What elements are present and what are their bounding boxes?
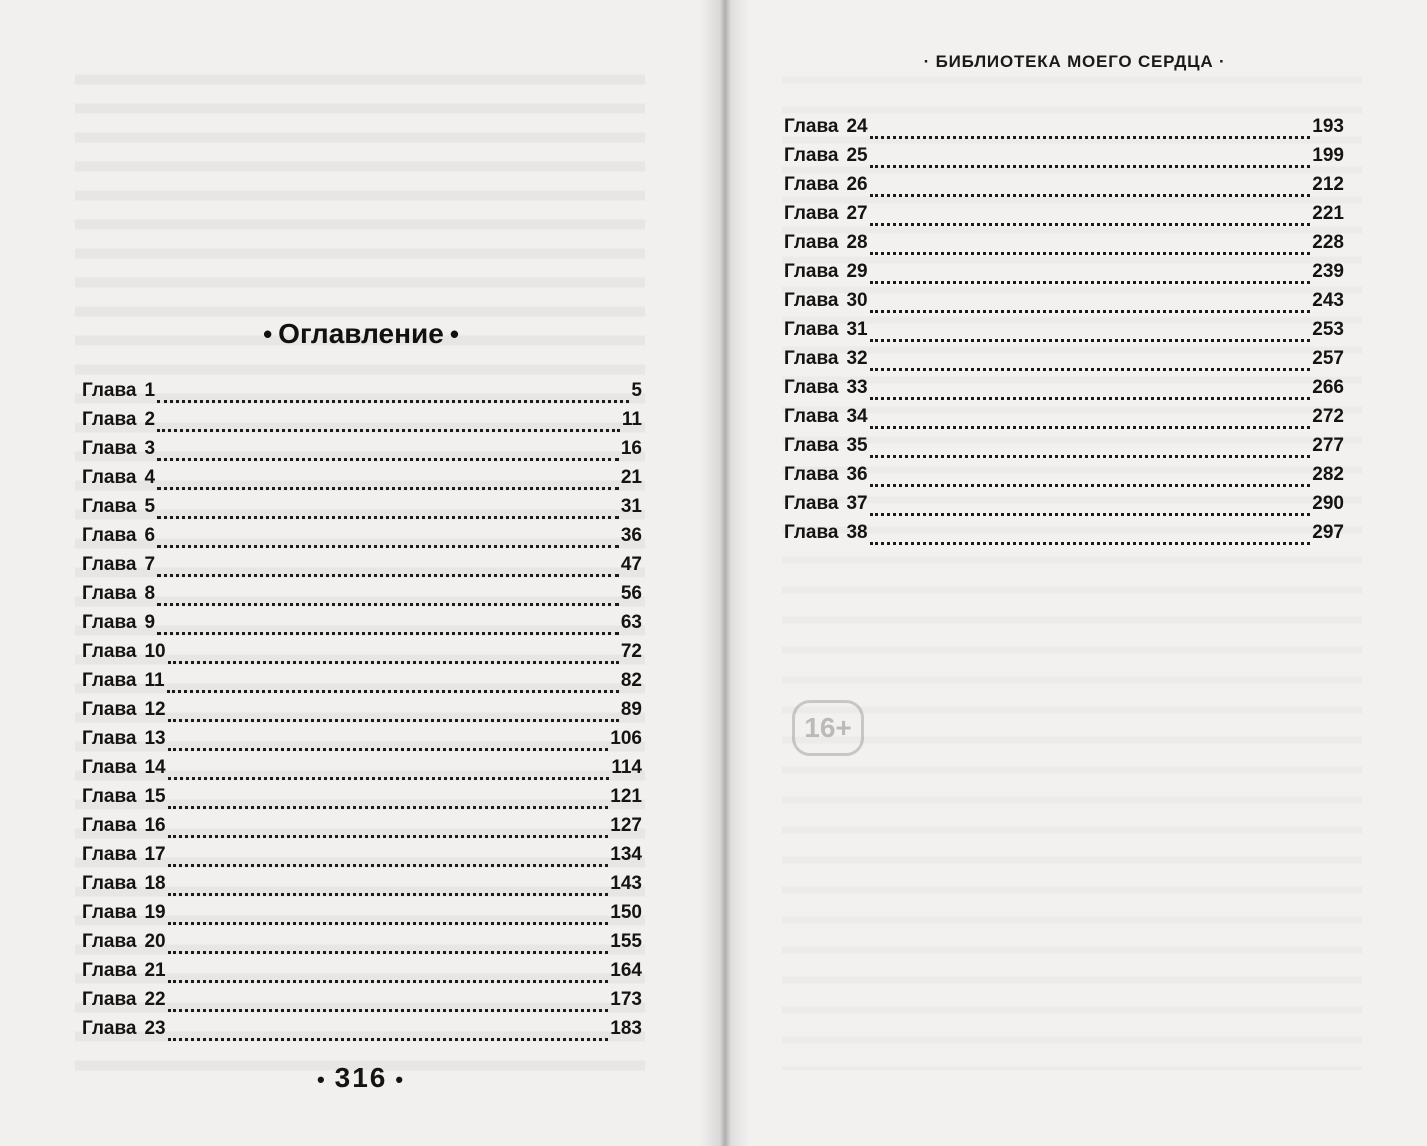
right-page xyxy=(722,0,1427,1146)
toc-dot-leader xyxy=(168,1009,609,1012)
toc-entry-number: 21 xyxy=(144,960,166,981)
toc-entry xyxy=(784,464,1344,493)
toc-entry-label: Глава xyxy=(82,960,137,981)
toc-entry-page: 164 xyxy=(610,960,642,981)
toc-entry-label: Глава xyxy=(82,989,137,1010)
toc-entry-number: 13 xyxy=(144,728,166,749)
toc-entry-page: 11 xyxy=(621,409,642,430)
toc-dot-leader xyxy=(168,835,609,838)
toc-entry-number: 4 xyxy=(144,467,156,488)
toc-dot-leader xyxy=(168,806,609,809)
toc-entry-number: 10 xyxy=(144,641,166,662)
toc-entry xyxy=(82,641,642,670)
toc-dot-leader xyxy=(168,661,619,664)
toc-dot-leader xyxy=(168,748,609,751)
toc-dot-leader xyxy=(167,690,619,693)
toc-entry-label: Глава xyxy=(784,435,839,456)
toc-dot-leader xyxy=(870,426,1311,429)
toc-entry-number: 31 xyxy=(846,319,868,340)
toc-entry-label: Глава xyxy=(784,319,839,340)
toc-entry xyxy=(784,493,1344,522)
toc-dot-leader xyxy=(870,339,1311,342)
toc-entry-number: 22 xyxy=(144,989,166,1010)
toc-entry-label: Глава xyxy=(82,844,137,865)
toc-dot-leader xyxy=(168,777,610,780)
toc-entry-label: Глава xyxy=(82,438,137,459)
toc-entry-number: 19 xyxy=(144,902,166,923)
toc-entry-page: 228 xyxy=(1312,232,1344,253)
toc-entry xyxy=(82,728,642,757)
toc-entry xyxy=(82,989,642,1018)
toc-entry xyxy=(82,380,642,409)
toc-dot-leader xyxy=(870,513,1311,516)
toc-entry-number: 33 xyxy=(846,377,868,398)
toc-entry-label: Глава xyxy=(784,145,839,166)
toc-entry-number: 26 xyxy=(846,174,868,195)
toc-dot-leader xyxy=(168,893,609,896)
toc-dot-leader xyxy=(168,1038,609,1041)
toc-entry xyxy=(82,844,642,873)
toc-dot-leader xyxy=(870,368,1311,371)
toc-entry xyxy=(784,232,1344,261)
toc-entry xyxy=(82,786,642,815)
toc-entry-label: Глава xyxy=(784,261,839,282)
toc-entry-number: 30 xyxy=(846,290,868,311)
toc-entry-number: 36 xyxy=(846,464,868,485)
toc-entry xyxy=(82,815,642,844)
toc-entry xyxy=(82,670,642,699)
toc-entry-label: Глава xyxy=(82,670,137,691)
toc-entry xyxy=(82,1018,642,1047)
toc-entry xyxy=(82,612,642,641)
toc-dot-leader xyxy=(870,455,1311,458)
toc-entry-page: 272 xyxy=(1312,406,1344,427)
toc-dot-leader xyxy=(157,632,619,635)
toc-entry-page: 121 xyxy=(610,786,642,807)
toc-entry-number: 32 xyxy=(846,348,868,369)
toc-entry-number: 29 xyxy=(846,261,868,282)
toc-entry-number: 35 xyxy=(846,435,868,456)
toc-entry-label: Глава xyxy=(82,931,137,952)
toc-entry xyxy=(82,583,642,612)
toc-entry-page: 257 xyxy=(1312,348,1344,369)
toc-entry-page: 193 xyxy=(1312,116,1344,137)
toc-entry-number: 15 xyxy=(144,786,166,807)
bullet-icon: · xyxy=(923,52,931,71)
toc-entry-page: 16 xyxy=(620,438,642,459)
toc-entry-number: 38 xyxy=(846,522,868,543)
toc-entry-number: 12 xyxy=(144,699,166,720)
toc-entry-page: 82 xyxy=(620,670,642,691)
toc-entry-label: Глава xyxy=(82,409,137,430)
toc-entry-label: Глава xyxy=(82,641,137,662)
toc-entry-number: 16 xyxy=(144,815,166,836)
toc-entry-page: 173 xyxy=(610,989,642,1010)
toc-entry-label: Глава xyxy=(784,522,839,543)
toc-dot-leader xyxy=(870,281,1311,284)
toc-entry-page: 21 xyxy=(620,467,642,488)
toc-entry xyxy=(784,174,1344,203)
toc-entry-number: 24 xyxy=(846,116,868,137)
toc-entry-label: Глава xyxy=(82,728,137,749)
toc-entry-number: 1 xyxy=(144,380,156,401)
toc-dot-leader xyxy=(157,458,619,461)
toc-entry-page: 5 xyxy=(631,380,642,401)
toc-entry-label: Глава xyxy=(82,902,137,923)
toc-entry-number: 18 xyxy=(144,873,166,894)
toc-entry-label: Глава xyxy=(82,467,137,488)
running-head-text: БИБЛИОТЕКА МОЕГО СЕРДЦА xyxy=(935,52,1214,71)
toc-entry-page: 221 xyxy=(1312,203,1344,224)
toc-entry-page: 143 xyxy=(610,873,642,894)
toc-entry-number: 2 xyxy=(144,409,156,430)
toc-entry-label: Глава xyxy=(82,525,137,546)
toc-entry-page: 31 xyxy=(620,496,642,517)
toc-title xyxy=(0,318,722,350)
toc-dot-leader xyxy=(168,951,609,954)
toc-entry-number: 8 xyxy=(144,583,156,604)
toc-entry-number: 5 xyxy=(144,496,156,517)
page-number-text: 316 xyxy=(334,1062,388,1093)
toc-entry-page: 150 xyxy=(610,902,642,923)
toc-entry xyxy=(784,290,1344,319)
toc-dot-leader xyxy=(870,223,1311,226)
toc-entry-number: 9 xyxy=(144,612,156,633)
bullet-icon: • xyxy=(316,1067,327,1092)
toc-entry-page: 183 xyxy=(610,1018,642,1039)
toc-entry xyxy=(82,409,642,438)
toc-entry-number: 3 xyxy=(144,438,156,459)
toc-entry-number: 37 xyxy=(846,493,868,514)
toc-entry xyxy=(82,496,642,525)
toc-entry-label: Глава xyxy=(784,290,839,311)
toc-entry-page: 290 xyxy=(1312,493,1344,514)
toc-entry-label: Глава xyxy=(784,203,839,224)
toc-entry-number: 11 xyxy=(144,670,165,691)
toc-entry-number: 27 xyxy=(846,203,868,224)
bullet-icon: • xyxy=(263,319,273,349)
toc-entry-number: 25 xyxy=(846,145,868,166)
toc-entry-page: 56 xyxy=(620,583,642,604)
toc-entry-page: 72 xyxy=(620,641,642,662)
toc-entry-label: Глава xyxy=(82,757,137,778)
toc-entry-page: 282 xyxy=(1312,464,1344,485)
toc-dot-leader xyxy=(157,545,619,548)
toc-entry-page: 239 xyxy=(1312,261,1344,282)
toc-dot-leader xyxy=(870,484,1311,487)
toc-entry xyxy=(784,261,1344,290)
toc-dot-leader xyxy=(157,516,619,519)
toc-entry-page: 63 xyxy=(620,612,642,633)
toc-entry xyxy=(82,960,642,989)
toc-list-left xyxy=(82,380,642,1047)
toc-dot-leader xyxy=(870,542,1311,545)
toc-entry-page: 212 xyxy=(1312,174,1344,195)
running-head xyxy=(722,52,1427,72)
toc-entry-page: 199 xyxy=(1312,145,1344,166)
toc-entry xyxy=(784,522,1344,551)
toc-entry xyxy=(82,902,642,931)
toc-dot-leader xyxy=(168,980,609,983)
toc-entry-page: 277 xyxy=(1312,435,1344,456)
toc-entry xyxy=(82,757,642,786)
toc-entry-page: 243 xyxy=(1312,290,1344,311)
toc-entry-label: Глава xyxy=(784,174,839,195)
toc-entry-label: Глава xyxy=(784,493,839,514)
toc-entry xyxy=(784,377,1344,406)
toc-entry-number: 17 xyxy=(144,844,166,865)
toc-entry xyxy=(82,525,642,554)
toc-entry-page: 47 xyxy=(620,554,642,575)
toc-entry-label: Глава xyxy=(82,815,137,836)
toc-entry-number: 23 xyxy=(144,1018,166,1039)
toc-dot-leader xyxy=(157,603,619,606)
toc-entry-page: 114 xyxy=(611,757,642,778)
toc-entry-label: Глава xyxy=(82,554,137,575)
toc-entry-page: 106 xyxy=(610,728,642,749)
toc-entry-page: 36 xyxy=(620,525,642,546)
toc-entry xyxy=(784,435,1344,464)
toc-dot-leader xyxy=(168,864,609,867)
toc-entry-label: Глава xyxy=(82,496,137,517)
toc-entry-label: Глава xyxy=(82,786,137,807)
toc-entry-label: Глава xyxy=(82,699,137,720)
toc-entry xyxy=(784,406,1344,435)
age-rating-badge: 16+ xyxy=(792,700,864,756)
toc-entry-label: Глава xyxy=(82,583,137,604)
toc-dot-leader xyxy=(870,165,1311,168)
toc-entry-label: Глава xyxy=(82,1018,137,1039)
bullet-icon: • xyxy=(395,1067,406,1092)
toc-entry-page: 155 xyxy=(610,931,642,952)
toc-entry-label: Глава xyxy=(784,406,839,427)
toc-entry-number: 6 xyxy=(144,525,156,546)
toc-entry xyxy=(82,699,642,728)
toc-entry-label: Глава xyxy=(82,873,137,894)
toc-dot-leader xyxy=(168,719,619,722)
toc-entry xyxy=(784,145,1344,174)
bullet-icon: · xyxy=(1218,52,1226,71)
toc-entry xyxy=(784,319,1344,348)
toc-dot-leader xyxy=(157,400,629,403)
toc-dot-leader xyxy=(870,252,1311,255)
toc-dot-leader xyxy=(157,429,620,432)
toc-title-text: Оглавление xyxy=(278,318,444,349)
toc-entry xyxy=(784,348,1344,377)
toc-entry xyxy=(784,116,1344,145)
toc-dot-leader xyxy=(870,310,1311,313)
toc-dot-leader xyxy=(168,922,609,925)
toc-entry-label: Глава xyxy=(82,380,137,401)
toc-entry-label: Глава xyxy=(784,464,839,485)
toc-entry xyxy=(82,554,642,583)
toc-entry xyxy=(82,873,642,902)
toc-entry xyxy=(784,203,1344,232)
toc-entry-page: 134 xyxy=(610,844,642,865)
toc-entry-page: 297 xyxy=(1312,522,1344,543)
toc-list-right xyxy=(784,116,1344,551)
toc-entry-number: 28 xyxy=(846,232,868,253)
toc-dot-leader xyxy=(870,136,1311,139)
toc-dot-leader xyxy=(870,397,1311,400)
toc-entry-number: 20 xyxy=(144,931,166,952)
page-number xyxy=(0,1062,722,1094)
toc-entry-page: 127 xyxy=(610,815,642,836)
toc-entry-label: Глава xyxy=(784,116,839,137)
toc-dot-leader xyxy=(157,487,619,490)
toc-entry-label: Глава xyxy=(784,377,839,398)
toc-dot-leader xyxy=(157,574,619,577)
toc-entry-number: 7 xyxy=(144,554,156,575)
toc-entry-number: 14 xyxy=(144,757,166,778)
book-gutter xyxy=(700,0,750,1146)
toc-dot-leader xyxy=(870,194,1311,197)
toc-entry xyxy=(82,438,642,467)
toc-entry-page: 89 xyxy=(620,699,642,720)
toc-entry-number: 34 xyxy=(846,406,868,427)
toc-entry-page: 253 xyxy=(1312,319,1344,340)
toc-entry-label: Глава xyxy=(784,348,839,369)
toc-entry xyxy=(82,931,642,960)
toc-entry-page: 266 xyxy=(1312,377,1344,398)
toc-entry-label: Глава xyxy=(82,612,137,633)
toc-entry-label: Глава xyxy=(784,232,839,253)
bullet-icon: • xyxy=(449,319,459,349)
toc-entry xyxy=(82,467,642,496)
